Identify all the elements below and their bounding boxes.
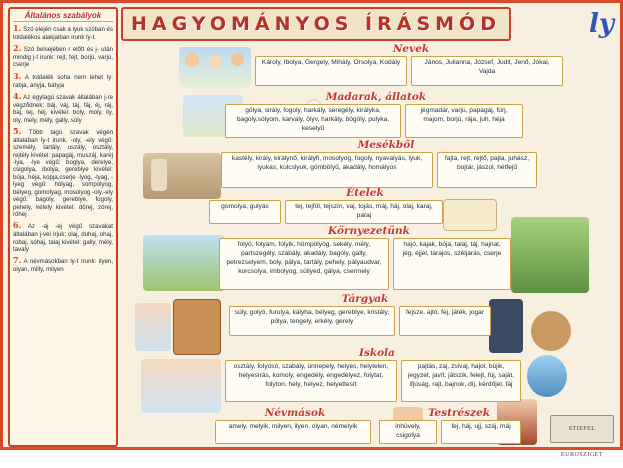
- group-heading: Mesékből: [357, 139, 415, 151]
- rule-number: 3.: [13, 70, 22, 81]
- illustration-landscape: [143, 235, 225, 291]
- poster-title-bar: [121, 7, 511, 41]
- word-box: fajta, rejt, rejtő, pajta, juhász, bojtár, jászol, hétfejű: [437, 152, 537, 188]
- group-heading: Madarak, állatok: [325, 91, 427, 103]
- word-box: gomolya, gulyás: [209, 200, 281, 224]
- group-heading: Környezetünk: [328, 225, 410, 237]
- group-heading: Testrészek: [427, 407, 491, 419]
- rule-text: Több tagú szavak végén általában ly-t irunk. -oly, -ely végű: személy, tartály, uszály, osztály, rejtély kivétel: papagáj, muszáj, karéj -lya, -lye végű: boglya, derelye, csigolya, ibolya, gereblye kivétel: bója, héja, kopja,cserje -lyog, -lyag, -lyeg végű: hólyag, sompolyog, bélyeg, gomolyag, mosolyog -oly,-ely végű: bagoly, gereblye, fogoly, pehely, kétely kivétel: dörej, zörej, röhej: [13, 128, 113, 218]
- general-rules-panel: [8, 7, 118, 447]
- rule-number: 5.: [13, 125, 22, 136]
- group-mesekbol: [221, 139, 551, 188]
- group-nevek: [255, 43, 567, 86]
- group-columns: [219, 238, 519, 290]
- group-heading: Tárgyak: [341, 293, 389, 305]
- word-box: amely, melyik, milyen, ilyen, olyan, némelyik: [215, 420, 371, 444]
- rule-item: [13, 256, 113, 273]
- group-columns: [379, 420, 539, 444]
- group-kornyezetunk: [219, 225, 519, 290]
- rule-text: A toldalék soha nem lehet ly: rabja, anyja, bátyja: [13, 73, 114, 89]
- rule-number: 7.: [13, 255, 22, 266]
- illustration-castle: [151, 159, 167, 191]
- word-box: gólya, sirály, fogoly, harkály, seregély, királyka, bagoly,sólyom, karvaly, ölyv, harkály, bögöly, pulyka, keselyű: [225, 104, 401, 138]
- word-box: fejsze, ajtó, fej, játék, jogar: [399, 306, 491, 336]
- word-box: jégmadár, varjú, papagáj, fürj, majom, borjú, rája, juh, héja: [405, 104, 523, 138]
- group-heading: Iskola: [359, 347, 395, 359]
- general-rules-heading: Általános szabályok: [13, 11, 113, 22]
- word-box: osztály, folyosó, szabály, ünnepély, helyes, helytelen, helyesírás, komoly, engedély, engedélyez, folytat, folyton, hely, helyez, helyettesít: [225, 360, 397, 402]
- word-box: fej, háj, ujj, száj, máj: [441, 420, 521, 444]
- word-box: inhüvely, csigolya: [379, 420, 437, 444]
- rule-number: 6.: [13, 220, 22, 231]
- group-columns: [255, 56, 567, 86]
- word-box: kastély, király, királynő, királyfi, mosolyog, fogoly, nyavalyás, lyuk, lyukas, kulcslyuk, gömbölyű, akadály, homályos: [221, 152, 433, 188]
- group-columns: [225, 104, 527, 138]
- rule-text: A névmásokban ly-t írunk: ilyen, olyan, milly, milyen: [13, 258, 114, 274]
- word-box: súly, golyó, furulya, kályha, bélyeg, gereblye, kristály, pólya, tengely, erkély, gerely: [229, 306, 395, 336]
- group-targyak: [229, 293, 501, 336]
- illustration-face-b: [209, 55, 222, 68]
- rule-text: Szó belsejében r előtt és j- után mindig j-t irunk: rejt, fejt, borjú, varjú, cserje: [13, 46, 113, 69]
- illustration-school-kids: [141, 359, 221, 413]
- illustration-face-c: [231, 53, 244, 66]
- group-testreszek: [379, 407, 539, 444]
- rule-number: 2.: [13, 43, 22, 54]
- illustration-children-objects: [135, 303, 171, 351]
- rule-number: 1.: [13, 23, 22, 33]
- group-columns: [215, 420, 375, 444]
- word-box: Károly, Ibolya, Gergely, Mihály, Orsolya, Kodály: [255, 56, 407, 86]
- page-title: HAGYOMÁNYOS ÍRÁSMÓD: [131, 13, 501, 35]
- group-columns: [221, 152, 551, 188]
- group-heading: Ételek: [346, 187, 384, 199]
- rule-item: [13, 72, 113, 89]
- publisher-logo: STIEFEL EUROSZIGET: [550, 415, 614, 443]
- group-heading: Nevek: [392, 43, 430, 55]
- illustration-face-a: [185, 53, 199, 67]
- word-box: hajó, kajak, bója, talaj, táj, hajnal, jég, éjjel, tarajos, széljárás, cserje: [393, 238, 511, 290]
- group-etelek: [209, 187, 521, 224]
- word-box: tej, tejföl, tejszín, vaj, tojás, máj, háj, olaj, karaj, paraj: [285, 200, 443, 224]
- group-iskola: [225, 347, 529, 402]
- rule-text: Szó elején csak a lyuk szóban és toldalékos alakjaiban irunk ly-t.: [13, 26, 113, 41]
- rule-number: 4.: [13, 90, 22, 101]
- illustration-trees: [511, 217, 589, 293]
- group-columns: [225, 360, 529, 402]
- rule-text: Az egytagú szavak általában j-re végződnek: báj, váj, táj, fáj, éj, ráj, baj, tej, héj, kivétel: boly, moly, ily, oly, mely, mély, gally, súly: [13, 93, 114, 124]
- illustration-teddy-bear: [531, 311, 571, 351]
- rule-item: [13, 92, 113, 124]
- word-box: János, Julianna, József, Judit, Jenő, Jókai, Vajda: [411, 56, 563, 86]
- group-nevmasok: [215, 407, 375, 444]
- rule-item: [13, 221, 113, 253]
- rule-item: [13, 24, 113, 41]
- illustration-globe: [527, 355, 567, 397]
- rule-item: [13, 127, 113, 218]
- illustration-door: [173, 299, 221, 355]
- group-columns: [209, 200, 521, 224]
- group-heading: Névmások: [264, 407, 326, 419]
- rule-item: [13, 44, 113, 69]
- word-box: folyó, folyam, folyik, hömpölyög, sekély, mély, partszegély, szabály, akadály, bagoly, gally, petrezselyem, boly, pálya, tartály, pehely, pályaudvar, korcsolya, imbolyog, süllyed, gálya, csermely: [219, 238, 389, 290]
- ly-corner-mark: ly: [589, 9, 614, 39]
- word-box: pajtás, zaj, zsivaj, hajol, bújik, jegyzet, javít, játszik, felejt, fúj, saját, ifjúság, rajt, bajnok, díj, kérdőjel, fáj: [401, 360, 521, 402]
- rule-text: Az -aj -ej végű szavakat általában j-vel írjuk: olaj, duhaj, ohaj, robaj, sóhaj, talaj kivétel: gally, mély, tavaly: [13, 223, 113, 253]
- group-columns: [229, 306, 501, 336]
- group-madarak-allatok: [225, 91, 527, 138]
